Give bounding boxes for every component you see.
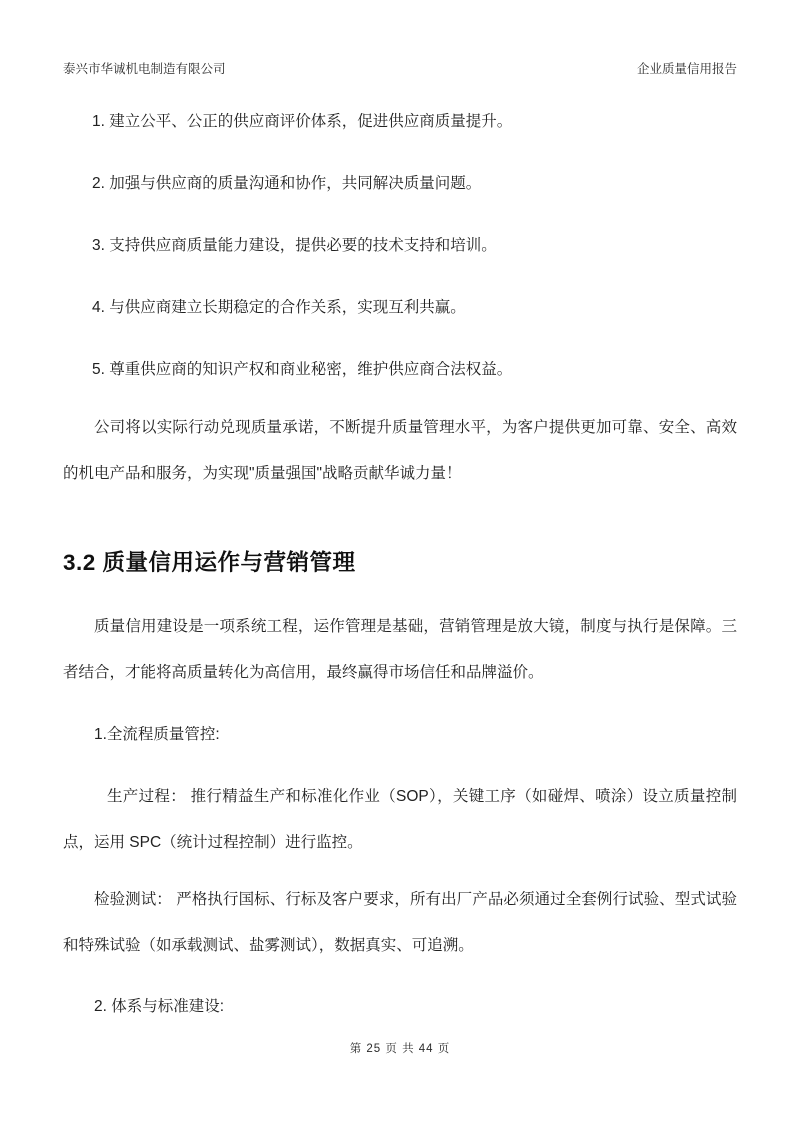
point-1-title: 1.全流程质量管控:	[94, 726, 220, 743]
page-footer	[0, 1041, 800, 1057]
supplier-commitment-item-2: 2. 加强与供应商的质量沟通和协作，共同解决质量问题。	[92, 175, 482, 192]
header-company-name: 泰兴市华诚机电制造有限公司	[63, 62, 226, 76]
production-process-paragraph: 生产过程： 推行精益生产和标准化作业（SOP），关键工序（如碰焊、喷涂）设立质量控制点，运用 SPC（统计过程控制）进行监控。	[63, 788, 737, 851]
supplier-commitment-item-5: 5. 尊重供应商的知识产权和商业秘密，维护供应商合法权益。	[92, 361, 513, 378]
point-2-title: 2. 体系与标准建设:	[94, 998, 225, 1015]
supplier-commitment-item-4: 4. 与供应商建立长期稳定的合作关系，实现互利共赢。	[92, 299, 466, 316]
supplier-commitment-item-1: 1. 建立公平、公正的供应商评价体系，促进供应商质量提升。	[92, 113, 513, 130]
commitment-closing-paragraph: 公司将以实际行动兑现质量承诺，不断提升质量管理水平，为客户提供更加可靠、安全、高效的机电产品和服务，为实现"质量强国"战略贡献华诚力量！	[63, 419, 737, 482]
header-report-title: 企业质量信用报告	[636, 62, 737, 76]
page-number-indicator: 第 25 页 共 44 页	[349, 1043, 451, 1055]
supplier-commitment-item-3: 3. 支持供应商质量能力建设，提供必要的技术支持和培训。	[92, 237, 497, 254]
inspection-testing-paragraph: 检验测试： 严格执行国标、行标及客户要求，所有出厂产品必须通过全套例行试验、型式试验和特殊试验（如承载测试、盐雾测试），数据真实、可追溯。	[63, 891, 737, 954]
section-intro-paragraph: 质量信用建设是一项系统工程，运作管理是基础，营销管理是放大镜，制度与执行是保障。三者结合，才能将高质量转化为高信用，最终赢得市场信任和品牌溢价。	[63, 618, 737, 681]
section-heading-3-2: 3.2 质量信用运作与营销管理	[63, 550, 356, 575]
